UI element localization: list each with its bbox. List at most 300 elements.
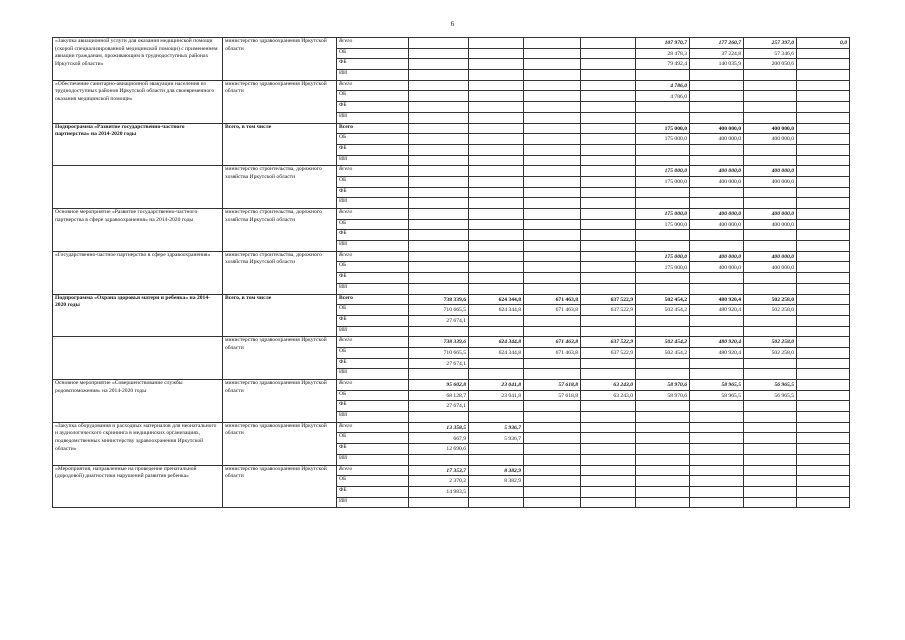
amount-cell <box>524 166 581 177</box>
funding-source-cell: Всего <box>337 166 409 177</box>
amount-cell <box>744 401 797 412</box>
amount-cell <box>797 390 850 401</box>
amount-cell <box>797 273 850 284</box>
table-row <box>53 337 850 348</box>
amount-cell <box>690 401 744 412</box>
amount-cell <box>581 80 636 91</box>
amount-cell <box>469 315 524 326</box>
amount-cell <box>581 251 636 262</box>
amount-cell <box>581 187 636 198</box>
amount-cell <box>409 112 469 123</box>
amount-cell <box>409 273 469 284</box>
amount-cell <box>797 369 850 380</box>
funding-source-cell: ФБ <box>337 444 409 455</box>
amount-cell <box>744 144 797 155</box>
amount-cell <box>581 219 636 230</box>
amount-cell: 671 463,8 <box>524 294 581 305</box>
amount-cell <box>469 70 524 81</box>
amount-cell <box>744 241 797 252</box>
program-name-cell: «Закупка авиационной услуги для оказания медицинской помощи (скорой специализированной медицинской помощи) с применением авиации гражданам, проживающим в труднодоступных районах Иркутской области» <box>53 38 223 81</box>
amount-cell <box>690 198 744 209</box>
amount-cell <box>469 412 524 423</box>
amount-cell <box>744 497 797 508</box>
amount-cell <box>690 112 744 123</box>
amount-cell <box>469 230 524 241</box>
amount-cell <box>636 497 690 508</box>
amount-cell: 502 258,0 <box>744 294 797 305</box>
amount-cell <box>690 497 744 508</box>
amount-cell: 175 000,0 <box>636 219 690 230</box>
amount-cell <box>744 412 797 423</box>
amount-cell <box>797 337 850 348</box>
amount-cell <box>797 497 850 508</box>
funding-source-cell: Всего <box>337 465 409 476</box>
amount-cell <box>469 283 524 294</box>
amount-cell <box>409 123 469 134</box>
amount-cell <box>744 230 797 241</box>
amount-cell <box>636 369 690 380</box>
amount-cell <box>690 422 744 433</box>
amount-cell <box>581 155 636 166</box>
amount-cell: 480 920,4 <box>690 337 744 348</box>
funding-source-cell: Всего <box>337 422 409 433</box>
executor-cell: министерство здравоохранения Иркутской области <box>223 422 337 465</box>
amount-cell <box>690 433 744 444</box>
table-row <box>53 294 850 305</box>
amount-cell <box>469 273 524 284</box>
amount-cell: 177 260,7 <box>690 38 744 49</box>
amount-cell: 400 000,0 <box>744 219 797 230</box>
amount-cell <box>797 347 850 358</box>
amount-cell: 2 370,2 <box>409 476 469 487</box>
amount-cell <box>690 454 744 465</box>
funding-source-cell: ОБ <box>337 219 409 230</box>
amount-cell <box>409 134 469 145</box>
amount-cell <box>409 166 469 177</box>
amount-cell <box>409 369 469 380</box>
amount-cell <box>524 80 581 91</box>
funding-source-cell: ОБ <box>337 433 409 444</box>
funding-source-cell: ИИ <box>337 283 409 294</box>
amount-cell <box>797 454 850 465</box>
amount-cell <box>636 241 690 252</box>
amount-cell <box>690 241 744 252</box>
amount-cell: 175 000,0 <box>636 251 690 262</box>
amount-cell <box>469 486 524 497</box>
amount-cell <box>581 123 636 134</box>
amount-cell: 502 258,0 <box>744 305 797 316</box>
amount-cell <box>524 465 581 476</box>
amount-cell <box>581 497 636 508</box>
funding-source-cell: ФБ <box>337 144 409 155</box>
amount-cell <box>797 155 850 166</box>
amount-cell: 710 665,5 <box>409 347 469 358</box>
amount-cell <box>409 187 469 198</box>
amount-cell: 95 602,8 <box>409 380 469 391</box>
funding-source-cell: Всего <box>337 80 409 91</box>
amount-cell: 57 346,6 <box>744 48 797 59</box>
amount-cell: 667,9 <box>409 433 469 444</box>
amount-cell <box>636 112 690 123</box>
executor-cell: министерство здравоохранения Иркутской области <box>223 380 337 423</box>
amount-cell: 671 463,8 <box>524 305 581 316</box>
amount-cell <box>636 273 690 284</box>
amount-cell <box>524 59 581 70</box>
amount-cell <box>581 262 636 273</box>
amount-cell <box>524 48 581 59</box>
executor-cell: министерство строительства, дорожного хозяйства Иркутской области <box>223 209 337 252</box>
amount-cell: 400 000,0 <box>744 166 797 177</box>
program-name-cell <box>53 166 223 209</box>
amount-cell <box>636 444 690 455</box>
amount-cell <box>469 134 524 145</box>
amount-cell <box>581 102 636 113</box>
funding-source-cell: Всего <box>337 337 409 348</box>
amount-cell: 27 674,1 <box>409 315 469 326</box>
amount-cell <box>797 305 850 316</box>
amount-cell <box>524 476 581 487</box>
funding-source-cell: ФБ <box>337 401 409 412</box>
funding-source-cell: ОБ <box>337 91 409 102</box>
amount-cell: 4 786,0 <box>636 80 690 91</box>
amount-cell: 400 000,0 <box>690 262 744 273</box>
amount-cell <box>524 241 581 252</box>
amount-cell <box>409 102 469 113</box>
amount-cell <box>797 476 850 487</box>
amount-cell <box>636 433 690 444</box>
funding-source-cell: ОБ <box>337 134 409 145</box>
amount-cell <box>581 70 636 81</box>
amount-cell: 5 936,7 <box>469 433 524 444</box>
funding-source-cell: ИИ <box>337 70 409 81</box>
amount-cell <box>690 315 744 326</box>
amount-cell: 27 674,1 <box>409 401 469 412</box>
amount-cell <box>690 102 744 113</box>
funding-source-cell: ИИ <box>337 326 409 337</box>
amount-cell: 624 344,8 <box>469 294 524 305</box>
amount-cell <box>469 209 524 220</box>
amount-cell: 175 000,0 <box>636 262 690 273</box>
amount-cell <box>409 251 469 262</box>
amount-cell: 56 965,5 <box>744 380 797 391</box>
amount-cell <box>409 198 469 209</box>
amount-cell <box>409 155 469 166</box>
program-name-cell: Основное мероприятие «Развитие государственно-частного партнерства в сфере здравоохранения» на 2014-2020 годы <box>53 209 223 252</box>
amount-cell <box>797 422 850 433</box>
amount-cell: 140 035,9 <box>690 59 744 70</box>
amount-cell <box>581 166 636 177</box>
amount-cell <box>636 187 690 198</box>
amount-cell <box>797 486 850 497</box>
funding-source-cell: ИИ <box>337 369 409 380</box>
amount-cell <box>524 486 581 497</box>
amount-cell <box>690 80 744 91</box>
amount-cell: 57 618,8 <box>524 390 581 401</box>
amount-cell <box>409 412 469 423</box>
executor-cell: министерство здравоохранения Иркутской области <box>223 465 337 508</box>
amount-cell <box>744 358 797 369</box>
amount-cell <box>797 80 850 91</box>
amount-cell <box>524 70 581 81</box>
amount-cell <box>581 198 636 209</box>
amount-cell: 400 000,0 <box>744 123 797 134</box>
amount-cell: 200 050,6 <box>744 59 797 70</box>
executor-cell: министерство строительства, дорожного хозяйства Иркутской области <box>223 251 337 294</box>
amount-cell <box>409 283 469 294</box>
amount-cell <box>409 144 469 155</box>
amount-cell <box>469 102 524 113</box>
amount-cell <box>524 38 581 49</box>
amount-cell <box>636 144 690 155</box>
amount-cell <box>690 412 744 423</box>
amount-cell <box>469 198 524 209</box>
amount-cell: 68 128,7 <box>409 390 469 401</box>
funding-source-cell: Всего <box>337 209 409 220</box>
page-number: 6 <box>450 20 455 28</box>
budget-table <box>52 37 850 508</box>
amount-cell <box>797 198 850 209</box>
amount-cell <box>797 465 850 476</box>
amount-cell <box>690 369 744 380</box>
amount-cell: 8 382,9 <box>469 476 524 487</box>
amount-cell <box>690 70 744 81</box>
amount-cell <box>524 219 581 230</box>
amount-cell <box>581 422 636 433</box>
amount-cell: 480 920,4 <box>690 305 744 316</box>
funding-source-cell: ИИ <box>337 497 409 508</box>
amount-cell <box>581 230 636 241</box>
amount-cell <box>524 187 581 198</box>
amount-cell: 710 665,5 <box>409 305 469 316</box>
funding-source-cell: Всего <box>337 251 409 262</box>
amount-cell <box>469 155 524 166</box>
amount-cell: 502 454,2 <box>636 337 690 348</box>
amount-cell <box>581 241 636 252</box>
amount-cell <box>744 198 797 209</box>
amount-cell <box>409 209 469 220</box>
amount-cell <box>744 486 797 497</box>
table-row <box>53 38 850 49</box>
amount-cell: 14 983,5 <box>409 486 469 497</box>
amount-cell <box>469 176 524 187</box>
amount-cell <box>797 358 850 369</box>
executor-cell: Всего, в том числе <box>223 123 337 166</box>
amount-cell <box>409 497 469 508</box>
amount-cell <box>581 48 636 59</box>
amount-cell: 0,0 <box>797 38 850 49</box>
amount-cell <box>690 273 744 284</box>
amount-cell <box>469 454 524 465</box>
amount-cell <box>636 454 690 465</box>
amount-cell <box>581 273 636 284</box>
amount-cell <box>797 401 850 412</box>
amount-cell: 27 674,1 <box>409 358 469 369</box>
amount-cell <box>797 315 850 326</box>
amount-cell <box>690 486 744 497</box>
amount-cell <box>409 59 469 70</box>
amount-cell <box>409 262 469 273</box>
amount-cell <box>744 326 797 337</box>
amount-cell <box>797 326 850 337</box>
amount-cell <box>469 219 524 230</box>
funding-source-cell: Всего <box>337 380 409 391</box>
amount-cell <box>524 123 581 134</box>
amount-cell <box>469 187 524 198</box>
amount-cell <box>797 134 850 145</box>
amount-cell <box>524 433 581 444</box>
amount-cell: 28 478,3 <box>636 48 690 59</box>
funding-source-cell: ОБ <box>337 176 409 187</box>
amount-cell <box>581 326 636 337</box>
amount-cell <box>636 198 690 209</box>
amount-cell <box>469 166 524 177</box>
amount-cell: 63 243,0 <box>581 390 636 401</box>
amount-cell <box>636 401 690 412</box>
amount-cell <box>524 369 581 380</box>
amount-cell <box>469 358 524 369</box>
amount-cell: 257 397,0 <box>744 38 797 49</box>
amount-cell: 23 041,8 <box>469 380 524 391</box>
program-name-cell: «Мероприятия, направленные на проведение пренатальной (дородовой) диагностики нарушений развития ребенка» <box>53 465 223 508</box>
program-name-cell <box>53 337 223 380</box>
amount-cell <box>690 283 744 294</box>
amount-cell <box>469 444 524 455</box>
amount-cell: 400 000,0 <box>690 219 744 230</box>
amount-cell <box>744 315 797 326</box>
amount-cell <box>797 187 850 198</box>
executor-cell: Всего, в том числе <box>223 294 337 337</box>
funding-source-cell: ОБ <box>337 347 409 358</box>
amount-cell <box>524 198 581 209</box>
amount-cell: 175 000,0 <box>636 209 690 220</box>
amount-cell: 480 920,4 <box>690 347 744 358</box>
table-row <box>53 465 850 476</box>
funding-source-cell: ОБ <box>337 48 409 59</box>
amount-cell <box>524 134 581 145</box>
amount-cell: 56 965,5 <box>744 390 797 401</box>
amount-cell <box>409 176 469 187</box>
amount-cell <box>636 412 690 423</box>
amount-cell <box>797 176 850 187</box>
funding-source-cell: ФБ <box>337 230 409 241</box>
funding-source-cell: ИИ <box>337 241 409 252</box>
amount-cell: 37 224,8 <box>690 48 744 59</box>
table-row <box>53 123 850 134</box>
amount-cell: 58 965,5 <box>690 380 744 391</box>
amount-cell: 400 000,0 <box>744 176 797 187</box>
table-row <box>53 80 850 91</box>
program-name-cell: Подпрограмма «Охрана здоровья матери и ребенка» на 2014-2020 годы <box>53 294 223 337</box>
amount-cell <box>690 465 744 476</box>
amount-cell: 637 522,9 <box>581 347 636 358</box>
amount-cell <box>744 91 797 102</box>
amount-cell <box>581 283 636 294</box>
amount-cell: 400 000,0 <box>690 209 744 220</box>
amount-cell <box>797 230 850 241</box>
funding-source-cell: ОБ <box>337 390 409 401</box>
table-row <box>53 251 850 262</box>
amount-cell <box>797 123 850 134</box>
amount-cell: 502 454,2 <box>636 294 690 305</box>
amount-cell <box>469 401 524 412</box>
amount-cell <box>797 102 850 113</box>
amount-cell <box>469 80 524 91</box>
funding-source-cell: ФБ <box>337 187 409 198</box>
amount-cell: 400 000,0 <box>690 123 744 134</box>
executor-cell: министерство строительства, дорожного хозяйства Иркутской области <box>223 166 337 209</box>
amount-cell: 4 786,0 <box>636 91 690 102</box>
amount-cell <box>690 358 744 369</box>
funding-source-cell: ОБ <box>337 476 409 487</box>
amount-cell <box>690 476 744 487</box>
funding-source-cell: ФБ <box>337 273 409 284</box>
amount-cell: 624 344,8 <box>469 347 524 358</box>
amount-cell: 624 344,8 <box>469 305 524 316</box>
amount-cell <box>409 219 469 230</box>
amount-cell <box>409 38 469 49</box>
amount-cell <box>469 262 524 273</box>
amount-cell: 502 454,2 <box>636 347 690 358</box>
amount-cell: 637 522,9 <box>581 337 636 348</box>
amount-cell <box>744 112 797 123</box>
amount-cell <box>581 144 636 155</box>
amount-cell: 502 454,2 <box>636 305 690 316</box>
executor-cell: министерство здравоохранения Иркутской области <box>223 38 337 81</box>
amount-cell <box>469 369 524 380</box>
amount-cell <box>524 273 581 284</box>
amount-cell <box>797 48 850 59</box>
amount-cell: 79 492,4 <box>636 59 690 70</box>
amount-cell <box>636 486 690 497</box>
amount-cell <box>690 144 744 155</box>
amount-cell <box>581 209 636 220</box>
amount-cell <box>469 48 524 59</box>
funding-source-cell: ИИ <box>337 112 409 123</box>
amount-cell: 63 243,0 <box>581 380 636 391</box>
amount-cell <box>797 241 850 252</box>
amount-cell <box>797 380 850 391</box>
program-name-cell: Основное мероприятие «Совершенствование службы родовспоможения» на 2014-2020 годы <box>53 380 223 423</box>
amount-cell <box>636 358 690 369</box>
amount-cell <box>524 326 581 337</box>
amount-cell <box>409 454 469 465</box>
amount-cell: 637 522,9 <box>581 305 636 316</box>
amount-cell <box>690 155 744 166</box>
amount-cell <box>581 476 636 487</box>
amount-cell: 58 970,6 <box>636 380 690 391</box>
amount-cell <box>581 134 636 145</box>
amount-cell <box>581 486 636 497</box>
amount-cell <box>469 59 524 70</box>
amount-cell <box>469 144 524 155</box>
program-name-cell: Подпрограмма «Развитие государственно-частного партнерства» на 2014-2020 годы <box>53 123 223 166</box>
amount-cell: 400 000,0 <box>690 134 744 145</box>
amount-cell: 400 000,0 <box>744 262 797 273</box>
amount-cell <box>636 476 690 487</box>
amount-cell: 13 358,5 <box>409 422 469 433</box>
funding-source-cell: ФБ <box>337 59 409 70</box>
amount-cell <box>744 454 797 465</box>
amount-cell <box>636 422 690 433</box>
amount-cell: 502 258,0 <box>744 337 797 348</box>
amount-cell <box>797 59 850 70</box>
amount-cell <box>409 80 469 91</box>
amount-cell <box>744 283 797 294</box>
funding-source-cell: ФБ <box>337 358 409 369</box>
amount-cell: 400 000,0 <box>690 176 744 187</box>
amount-cell <box>797 251 850 262</box>
amount-cell <box>636 465 690 476</box>
